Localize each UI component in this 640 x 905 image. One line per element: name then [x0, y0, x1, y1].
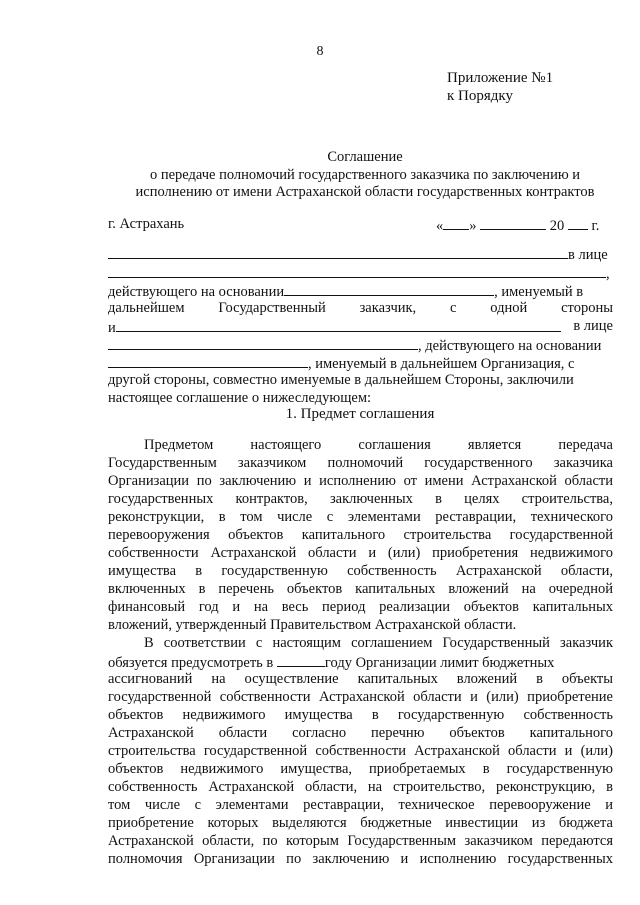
day-blank — [443, 215, 469, 230]
para2-line-13: полномочия Организации по заключению и исполнению государственных — [108, 851, 613, 867]
preamble-line-2: , — [108, 263, 613, 283]
preamble-line-3: действующего на основании , именуемый в — [108, 281, 613, 301]
para1-line-2: Государственным заказчиком полномочий государственного заказчика — [108, 455, 613, 471]
para2-line-9: собственность Астраханской области, на строительство, реконструкцию, в — [108, 779, 613, 795]
para2-line-8: объектов недвижимого имущества, приобретаемых в государственную — [108, 761, 613, 777]
section-1-heading: 1. Предмет соглашения — [285, 406, 435, 422]
para1-line-3: Организации по заключению и исполнению от имени Астраханской области — [108, 473, 613, 489]
representative2-blank — [108, 335, 418, 350]
agreement-title: Соглашение — [327, 149, 403, 165]
para2-line-11: приобретение которых выделяются бюджетные инвестиции из бюджета — [108, 815, 613, 831]
year-limit-blank — [277, 652, 325, 667]
para1-line-1: Предметом настоящего соглашения является передача — [144, 437, 613, 453]
city: г. Астрахань — [108, 216, 185, 232]
para2-line-4: государственной собственности Астраханской области и (или) приобретение — [108, 689, 613, 705]
para1-line-11: вложений, утвержденный Правительством Астраханской области. — [108, 617, 517, 633]
para1-line-4: государственных контрактов, заключенных в целях строительства, — [108, 491, 613, 507]
para2-line-3: ассигнований на осуществление капитальных вложений в объекты — [108, 671, 613, 687]
annex-line-2: к Порядку — [447, 88, 513, 104]
para1-line-10: финансовый год и на весь период реализации объектов капитальных — [108, 599, 613, 615]
para1-line-8: имущества в государственную собственность Астраханской области, — [108, 563, 613, 579]
preamble-line-6: , действующего на основании — [108, 335, 613, 355]
date-field: « » 20 г. — [436, 215, 599, 235]
agreement-subtitle-line-2: исполнению от имени Астраханской области государственных контрактов — [135, 184, 595, 200]
para2-line-6: Астраханской области согласно перечню объектов капитального — [108, 725, 613, 741]
preamble-line-7: , именуемый в дальнейшем Организация, с — [108, 353, 613, 373]
preamble-line-9: настоящее соглашение о нижеследующем: — [108, 390, 372, 406]
agreement-subtitle-line-1: о передаче полномочий государственного заказчика по заключению и — [149, 167, 581, 183]
para1-line-9: включенных в перечень объектов капитальных вложений на очередной — [108, 581, 613, 597]
para2-line-1: В соответствии с настоящим соглашением Государственный заказчик — [144, 635, 613, 651]
para2-line-2: обязуется предусмотреть в году Организации лимит бюджетных — [108, 652, 613, 672]
para1-line-5: реконструкции, в том числе с элементами реставрации, технического — [108, 509, 613, 525]
organization-blank — [116, 317, 561, 332]
year-blank — [568, 215, 588, 230]
page-number: 8 — [316, 44, 324, 59]
representative-blank — [108, 263, 606, 278]
para1-line-6: перевооружения объектов капитального строительства государственной — [108, 527, 613, 543]
preamble-line-5: и в лице — [108, 318, 613, 336]
para2-line-12: Астраханской области, по которым Государственным заказчиком передаются — [108, 833, 613, 849]
month-blank — [480, 215, 546, 230]
para1-line-7: собственности Астраханской области и (или) приобретения недвижимого — [108, 545, 613, 561]
para2-line-5: объектов недвижимого имущества в государственную собственность — [108, 707, 613, 723]
party-name-blank — [108, 244, 568, 259]
preamble-line-8: другой стороны, совместно именуемые в дальнейшем Стороны, заключили — [108, 372, 574, 388]
basis-blank — [284, 281, 494, 296]
annex-line-1: Приложение №1 — [447, 70, 554, 86]
basis2-blank — [108, 353, 308, 368]
preamble-line-1: в лице — [108, 244, 613, 264]
para2-line-10: том числе с элементами реставрации, техническое перевооружение и — [108, 797, 613, 813]
para2-line-7: строительства государственной собственности Астраханской области и (или) — [108, 743, 613, 759]
preamble-line-4: дальнейшем Государственный заказчик, с одной стороны — [108, 300, 613, 316]
place-date-row — [108, 215, 613, 233]
annex-reference — [447, 69, 553, 105]
